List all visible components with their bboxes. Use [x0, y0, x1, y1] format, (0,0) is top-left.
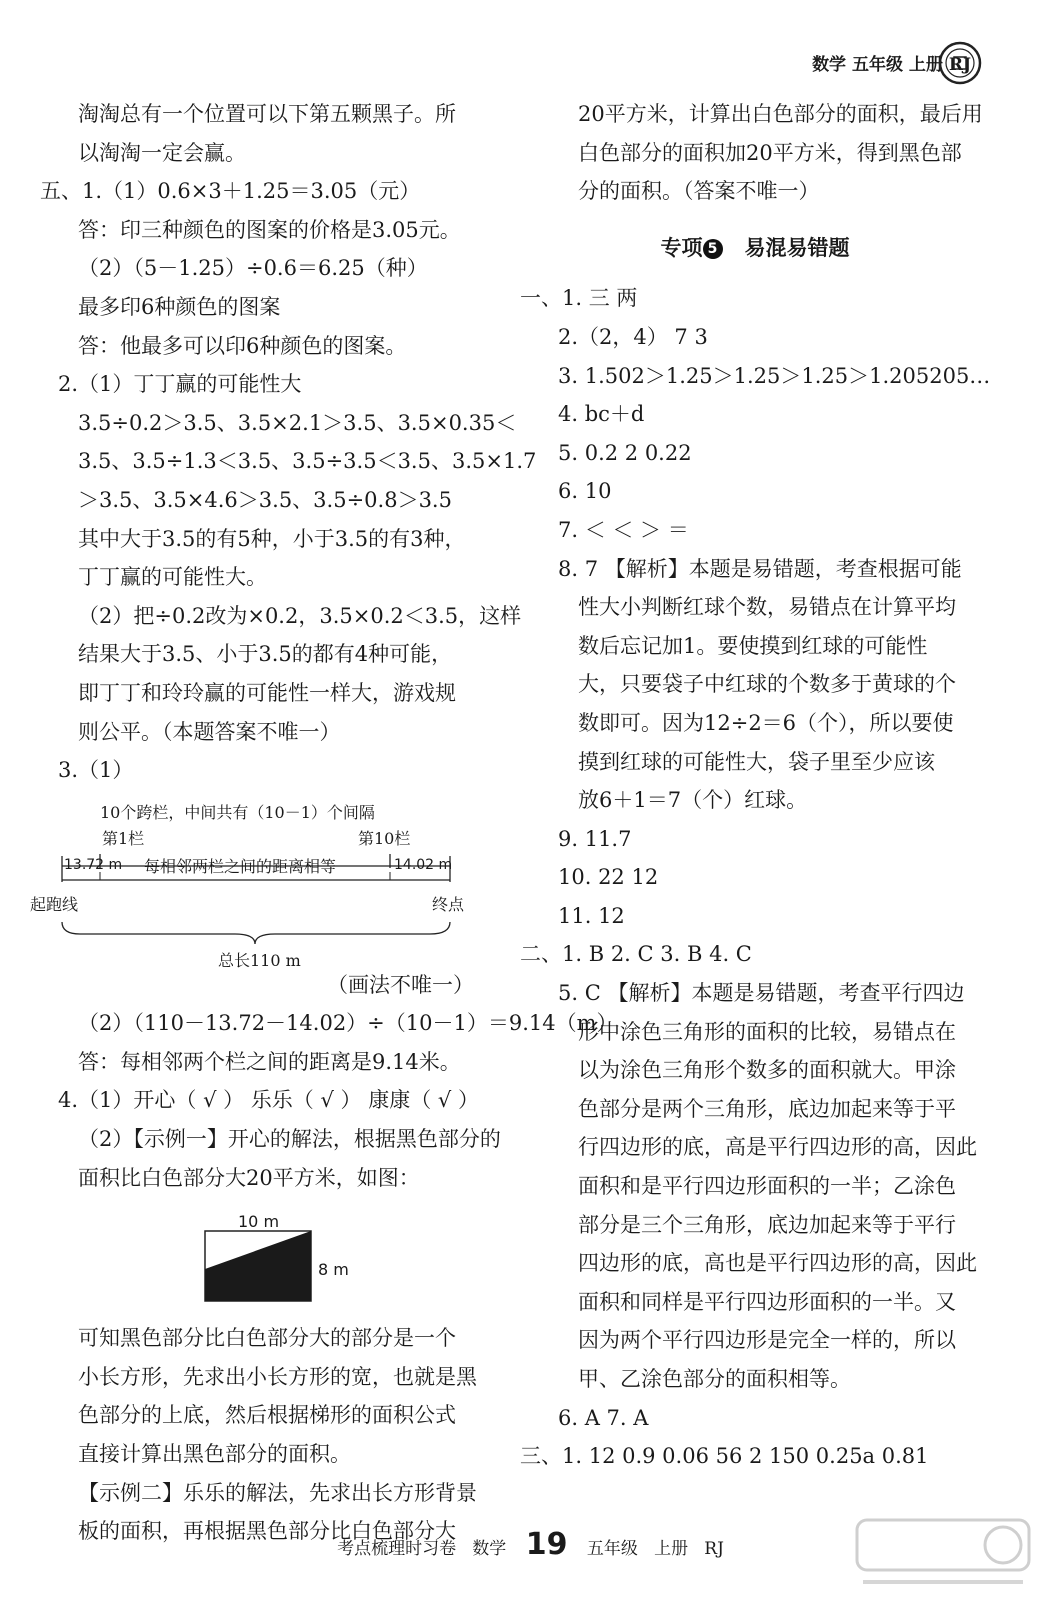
right-line: 数即可。因为12÷2＝6（个），所以要使: [578, 710, 954, 735]
footer-subject: 数学: [472, 1539, 507, 1559]
left-line: 3.5÷0.2＞3.5、3.5×2.1＞3.5、3.5×0.35＜: [78, 410, 517, 435]
shaded-rectangle: [40, 1203, 480, 1313]
right-line: 7. ＜ ＜ ＞ ＝: [558, 517, 689, 542]
brand-seal-icon: [937, 40, 983, 86]
right-line: 形中涂色三角形的面积的比较，易错点在: [578, 1019, 956, 1044]
start-line-label: 起跑线: [30, 894, 79, 914]
left2-line: 答：每相邻两个栏之间的距离是9.14米。: [78, 1049, 461, 1074]
right-line: 四边形的底，高也是平行四边形的高，因此: [578, 1251, 977, 1276]
left-line: 其中大于3.5的有5种，小于3.5的有3种，: [78, 526, 466, 551]
right-line: 一、1. 三 两: [520, 286, 638, 311]
right-line: 4. bc＋d: [558, 402, 645, 427]
left-line: 则公平。（本题答案不唯一）: [78, 719, 341, 744]
right-line: 5. 0.2 2 0.22: [558, 440, 692, 465]
right-line: 大，只要袋子中红球的个数多于黄球的个: [578, 672, 956, 697]
left3-line: 直接计算出黑色部分的面积。: [78, 1442, 351, 1467]
right-line: 色部分是两个三角形，底边加起来等于平: [578, 1096, 956, 1121]
right-line: 5. C 【解析】本题是易错题，考查平行四边: [558, 981, 965, 1006]
footer-grade: 五年级: [586, 1539, 638, 1559]
header-label: 数学 五年级 上册 RJ: [812, 55, 971, 75]
left-line: （2）把÷0.2改为×0.2，3.5×0.2＜3.5，这样: [78, 603, 522, 628]
right-line: 面积和同样是平行四边形面积的一半。又: [578, 1289, 956, 1314]
section-number: 5: [703, 239, 723, 259]
right-line: 3. 1.502＞1.25＞1.25＞1.25＞1.205205…: [558, 363, 991, 388]
right-top-line: 白色部分的面积加20平方米，得到黑色部: [578, 140, 962, 165]
left-line: 以淘淘一定会赢。: [78, 140, 246, 165]
hurdle-diagram: [30, 794, 480, 970]
right-top-line: 20平方米，计算出白色部分的面积，最后用: [578, 102, 983, 126]
right-line: 11. 12: [558, 903, 625, 928]
left-line: 淘淘总有一个位置可以下第五颗黑子。所: [78, 102, 456, 126]
right-column: [520, 95, 990, 1476]
left-line: 结果大于3.5、小于3.5的都有4种可能，: [78, 642, 453, 667]
left-line: 答：印三种颜色的图案的价格是3.05元。: [78, 217, 461, 242]
first-hurdle-label: 第1栏: [102, 828, 145, 848]
page-number: 19: [525, 1527, 568, 1562]
left2-line: （画法不唯一）: [327, 972, 474, 997]
left3-line: 可知黑色部分比白色部分大的部分是一个: [78, 1326, 456, 1351]
diagram-note: 10个跨栏，中间共有（10－1）个间隔: [100, 802, 375, 822]
section-title: [520, 229, 990, 268]
right-line: 甲、乙涂色部分的面积相等。: [578, 1367, 851, 1391]
left3-line: 色部分的上底，然后根据梯形的面积公式: [78, 1403, 456, 1428]
footer-term: 上册: [654, 1539, 689, 1559]
left-distance: 13.72 m: [64, 856, 123, 873]
height-label: 8 m: [318, 1260, 349, 1280]
rectangle-diagram: [40, 1203, 480, 1313]
last-hurdle-label: 第10栏: [358, 828, 411, 848]
left2-line: （2）【示例一】开心的解法，根据黑色部分的: [78, 1127, 501, 1152]
left2-line: （2）（110－13.72－14.02）÷（10－1）＝9.14（m）: [78, 1011, 618, 1036]
left2-line: 4.（1）开心（ √ ） 乐乐（ √ ） 康康（ √ ）: [58, 1088, 479, 1113]
right-distance: 14.02 m: [394, 856, 453, 873]
left-line: 丁丁赢的可能性大。: [78, 565, 267, 590]
footer-book: 考点梳理时习卷: [337, 1539, 457, 1559]
right-line: 摸到红球的可能性大，袋子里至少应该: [578, 749, 935, 774]
right-top-line: 分的面积。（答案不唯一）: [578, 179, 820, 204]
left-line: 3.（1）: [58, 758, 134, 783]
right-line: 因为两个平行四边形是完全一样的，所以: [578, 1328, 956, 1353]
left-line: 即丁丁和玲玲赢的可能性一样大，游戏规: [78, 680, 456, 705]
right-line: 6. 10: [558, 479, 612, 504]
left3-line: 板的面积，再根据黑色部分比白色部分大: [78, 1519, 456, 1544]
right-line: 2.（2，4） 7 3: [558, 324, 708, 349]
right-line: 性大小判断红球个数，易错点在计算平均: [578, 595, 956, 620]
right-line: 10. 22 12: [558, 865, 659, 890]
section-prefix: 专项: [660, 235, 703, 260]
left-line: 2.（1）丁丁赢的可能性大: [58, 372, 302, 397]
right-line: 8. 7 【解析】本题是易错题，考查根据可能: [558, 556, 962, 581]
left-line: ＞3.5、3.5×4.6＞3.5、3.5÷0.8＞3.5: [78, 487, 452, 512]
watermark-logo: [853, 1514, 1033, 1592]
right-line: 数后忘记加1。要使摸到红球的可能性: [578, 633, 928, 658]
right-line: 9. 11.7: [558, 826, 632, 851]
right-line: 以为涂色三角形个数多的面积就大。甲涂: [578, 1058, 956, 1083]
left-line: （2）（5－1.25）÷0.6＝6.25（种）: [78, 256, 428, 281]
left-line: 五、1.（1）0.6×3＋1.25＝3.05（元）: [40, 179, 421, 204]
left2-line: 面积比白色部分大20平方米，如图：: [78, 1165, 420, 1190]
equal-distance-note: 每相邻两栏之间的距离相等: [144, 856, 337, 876]
width-label: 10 m: [238, 1212, 280, 1232]
right-line: 三、1. 12 0.9 0.06 56 2 150 0.25a 0.81: [520, 1444, 929, 1469]
left3-line: 小长方形，先求出小长方形的宽，也就是黑: [78, 1364, 477, 1389]
right-line: 放6＋1＝7（个）红球。: [578, 788, 808, 813]
right-line: 部分是三个三角形，底边加起来等于平行: [578, 1212, 956, 1237]
left-line: 最多印6种颜色的图案: [78, 294, 281, 319]
left3-line: 【示例二】乐乐的解法，先求出长方形背景: [78, 1480, 477, 1505]
right-line: 二、1. B 2. C 3. B 4. C: [520, 942, 752, 967]
finish-label: 终点: [432, 894, 465, 914]
right-line: 行四边形的底，高是平行四边形的高，因此: [578, 1135, 977, 1160]
left-line: 3.5、3.5÷1.3＜3.5、3.5÷3.5＜3.5、3.5×1.7: [78, 449, 537, 474]
right-line: 面积和是平行四边形面积的一半；乙涂色: [578, 1174, 956, 1199]
total-length-label: 总长110 m: [218, 950, 301, 970]
section-name: 易混易错题: [744, 235, 850, 260]
right-line: 6. A 7. A: [558, 1405, 649, 1430]
left-line: 答：他最多可以印6种颜色的图案。: [78, 333, 407, 358]
footer-edition: RJ: [704, 1539, 724, 1559]
